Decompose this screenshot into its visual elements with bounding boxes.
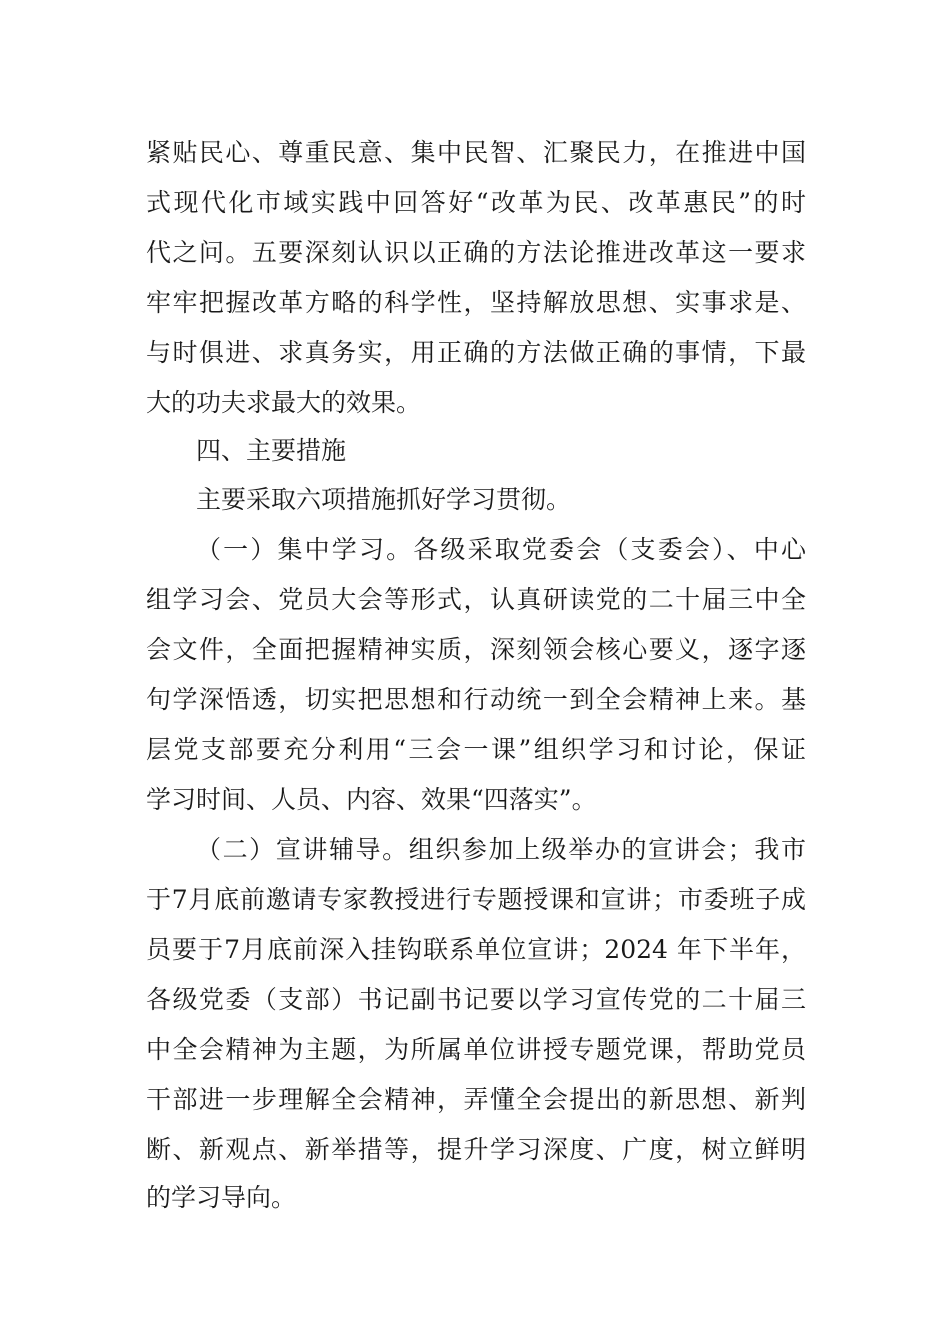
paragraph-line: 干部进一步理解全会精神，弄懂全会提出的新思想、新判 bbox=[146, 1085, 806, 1114]
paragraph-line: 大的功夫求最大的效果。 bbox=[146, 388, 422, 417]
paragraph-line: 组学习会、党员大会等形式，认真研读党的二十届三中全 bbox=[146, 585, 806, 614]
paragraph-line: 于7月底前邀请专家教授进行专题授课和宣讲；市委班子成 bbox=[146, 885, 806, 914]
paragraph-line: 断、新观点、新举措等，提升学习深度、广度，树立鲜明 bbox=[146, 1135, 806, 1164]
section-heading: 四、主要措施 bbox=[196, 436, 347, 465]
paragraph-line: 中全会精神为主题，为所属单位讲授专题党课，帮助党员 bbox=[146, 1035, 806, 1064]
paragraph-line: 层党支部要充分利用“三会一课”组织学习和讨论，保证 bbox=[146, 735, 806, 764]
paragraph-line: 会文件，全面把握精神实质，深刻领会核心要义，逐字逐 bbox=[146, 635, 806, 664]
paragraph-line: 代之问。五要深刻认识以正确的方法论推进改革这一要求 bbox=[146, 238, 806, 267]
paragraph-line: 学习时间、人员、内容、效果“四落实”。 bbox=[146, 785, 597, 814]
paragraph-line: 的学习导向。 bbox=[146, 1183, 297, 1212]
paragraph-line: 紧贴民心、尊重民意、集中民智、汇聚民力，在推进中国 bbox=[146, 138, 806, 167]
paragraph-line: （二）宣讲辅导。组织参加上级举办的宣讲会；我市 bbox=[196, 835, 806, 864]
paragraph-line: 各级党委（支部）书记副书记要以学习宣传党的二十届三 bbox=[146, 985, 806, 1014]
paragraph-line: （一）集中学习。各级采取党委会（支委会）、中心 bbox=[196, 535, 806, 564]
paragraph-line: 员要于7月底前深入挂钩联系单位宣讲；2024 年下半年， bbox=[146, 935, 806, 964]
paragraph-line: 与时俱进、求真务实，用正确的方法做正确的事情，下最 bbox=[146, 338, 806, 367]
paragraph-line: 主要采取六项措施抓好学习贯彻。 bbox=[196, 485, 572, 514]
paragraph-line: 式现代化市域实践中回答好“改革为民、改革惠民”的时 bbox=[146, 188, 806, 217]
paragraph-line: 牢牢把握改革方略的科学性，坚持解放思想、实事求是、 bbox=[146, 288, 806, 317]
paragraph-line: 句学深悟透，切实把思想和行动统一到全会精神上来。基 bbox=[146, 685, 806, 714]
